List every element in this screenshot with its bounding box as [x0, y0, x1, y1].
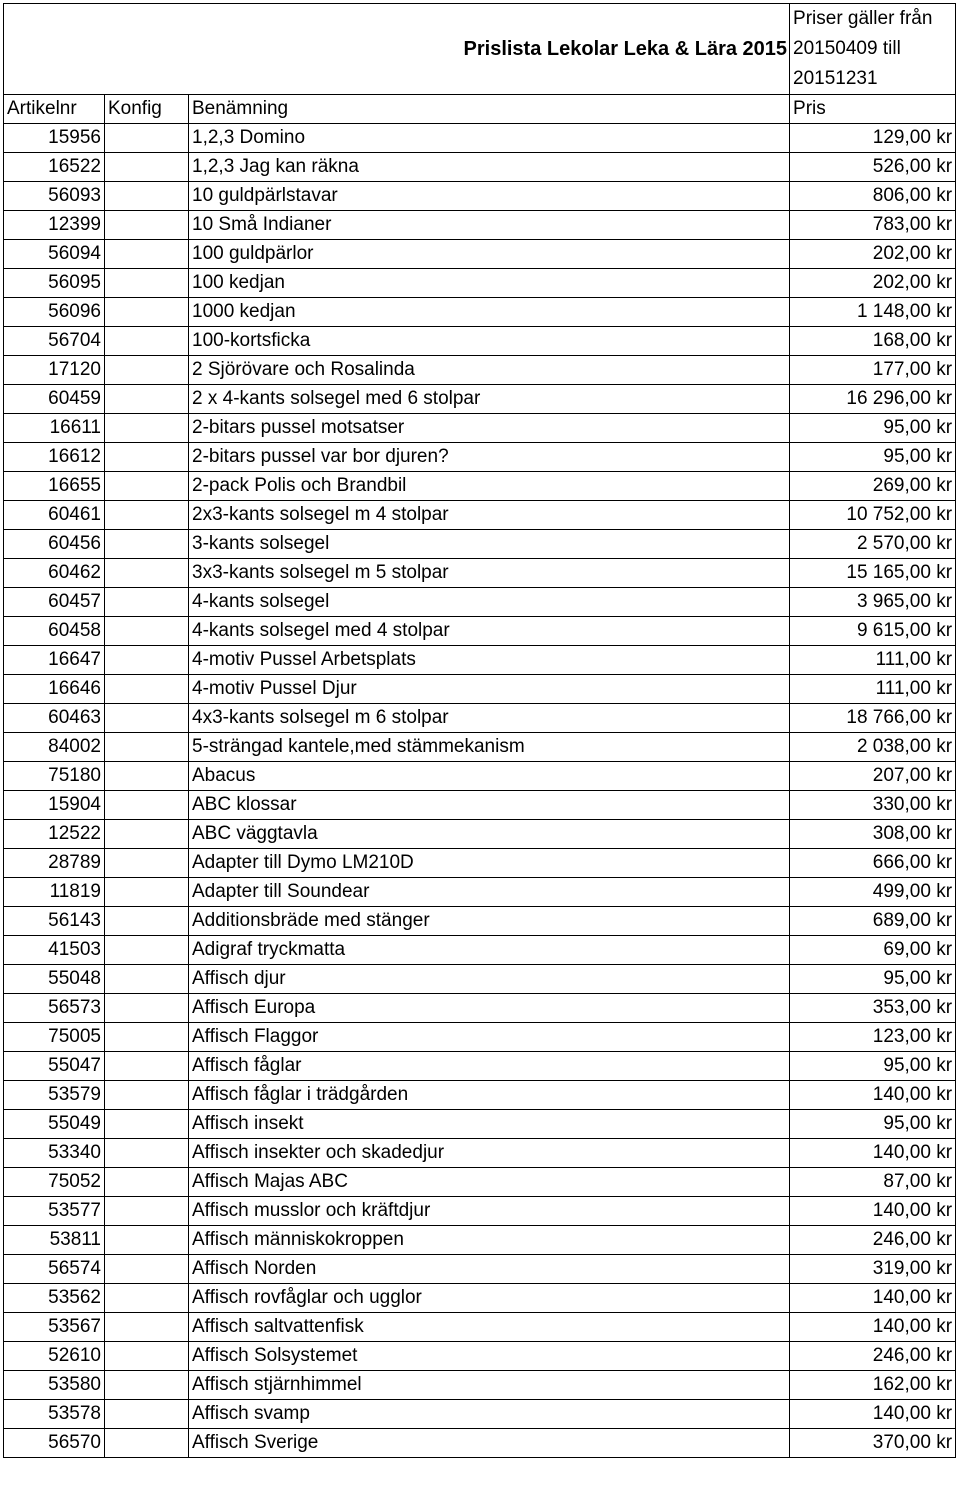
product-name-cell: Affisch saltvattenfisk	[189, 1313, 790, 1342]
product-name-cell: 2-pack Polis och Brandbil	[189, 472, 790, 501]
price-cell: 162,00 kr	[790, 1371, 956, 1400]
article-number-cell: 53340	[4, 1139, 105, 1168]
table-row	[4, 356, 956, 385]
konfig-cell	[105, 646, 189, 675]
document-title: Prislista Lekolar Leka & Lära 2015	[4, 4, 790, 95]
table-row	[4, 1371, 956, 1400]
price-cell: 140,00 kr	[790, 1139, 956, 1168]
price-cell: 2 570,00 kr	[790, 530, 956, 559]
article-number-cell: 60463	[4, 704, 105, 733]
product-name-cell: Affisch Solsystemet	[189, 1342, 790, 1371]
konfig-cell	[105, 1197, 189, 1226]
konfig-cell	[105, 443, 189, 472]
price-cell: 15 165,00 kr	[790, 559, 956, 588]
price-cell: 111,00 kr	[790, 675, 956, 704]
konfig-cell	[105, 820, 189, 849]
validity-line: 20150409 till	[793, 38, 901, 59]
article-number-cell: 15904	[4, 791, 105, 820]
article-number-cell: 60456	[4, 530, 105, 559]
article-number-cell: 60457	[4, 588, 105, 617]
article-number-cell: 16655	[4, 472, 105, 501]
table-row	[4, 1429, 956, 1458]
price-cell: 246,00 kr	[790, 1342, 956, 1371]
product-name-cell: Affisch Europa	[189, 994, 790, 1023]
product-name-cell: Affisch insekter och skadedjur	[189, 1139, 790, 1168]
price-cell: 207,00 kr	[790, 762, 956, 791]
product-name-cell: 100 kedjan	[189, 269, 790, 298]
product-name-cell: ABC väggtavla	[189, 820, 790, 849]
product-name-cell: 4-kants solsegel	[189, 588, 790, 617]
table-row	[4, 501, 956, 530]
konfig-cell	[105, 1168, 189, 1197]
article-number-cell: 53562	[4, 1284, 105, 1313]
product-name-cell: Adigraf tryckmatta	[189, 936, 790, 965]
product-name-cell: 2-bitars pussel var bor djuren?	[189, 443, 790, 472]
price-cell: 140,00 kr	[790, 1313, 956, 1342]
table-row	[4, 733, 956, 762]
konfig-cell	[105, 124, 189, 153]
product-name-cell: 100-kortsficka	[189, 327, 790, 356]
article-number-cell: 28789	[4, 849, 105, 878]
table-row	[4, 298, 956, 327]
article-number-cell: 56093	[4, 182, 105, 211]
price-cell: 140,00 kr	[790, 1197, 956, 1226]
product-name-cell: 4-motiv Pussel Arbetsplats	[189, 646, 790, 675]
konfig-cell	[105, 385, 189, 414]
table-row	[4, 153, 956, 182]
konfig-cell	[105, 849, 189, 878]
article-number-cell: 56096	[4, 298, 105, 327]
konfig-cell	[105, 472, 189, 501]
product-name-cell: Adapter till Dymo LM210D	[189, 849, 790, 878]
konfig-cell	[105, 936, 189, 965]
price-cell: 95,00 kr	[790, 443, 956, 472]
article-number-cell: 41503	[4, 936, 105, 965]
konfig-cell	[105, 298, 189, 327]
konfig-cell	[105, 1400, 189, 1429]
table-row	[4, 414, 956, 443]
article-number-cell: 52610	[4, 1342, 105, 1371]
table-row	[4, 559, 956, 588]
article-number-cell: 55047	[4, 1052, 105, 1081]
product-name-cell: 4-kants solsegel med 4 stolpar	[189, 617, 790, 646]
validity-line: Priser gäller från	[793, 8, 933, 29]
product-name-cell: 1,2,3 Jag kan räkna	[189, 153, 790, 182]
product-name-cell: Abacus	[189, 762, 790, 791]
konfig-cell	[105, 559, 189, 588]
table-row	[4, 443, 956, 472]
price-table	[3, 3, 956, 1458]
article-number-cell: 53577	[4, 1197, 105, 1226]
price-cell: 806,00 kr	[790, 182, 956, 211]
product-name-cell: Affisch Sverige	[189, 1429, 790, 1458]
konfig-cell	[105, 501, 189, 530]
column-header-benamning: Benämning	[189, 95, 790, 124]
table-row	[4, 124, 956, 153]
article-number-cell: 55048	[4, 965, 105, 994]
table-row	[4, 617, 956, 646]
price-cell: 16 296,00 kr	[790, 385, 956, 414]
article-number-cell: 53580	[4, 1371, 105, 1400]
konfig-cell	[105, 1052, 189, 1081]
table-row	[4, 849, 956, 878]
konfig-cell	[105, 1110, 189, 1139]
article-number-cell: 60458	[4, 617, 105, 646]
article-number-cell: 60461	[4, 501, 105, 530]
product-name-cell: Affisch fåglar	[189, 1052, 790, 1081]
konfig-cell	[105, 1139, 189, 1168]
column-header-row	[4, 95, 956, 124]
konfig-cell	[105, 1023, 189, 1052]
article-number-cell: 56570	[4, 1429, 105, 1458]
price-cell: 526,00 kr	[790, 153, 956, 182]
article-number-cell: 75052	[4, 1168, 105, 1197]
konfig-cell	[105, 182, 189, 211]
price-cell: 202,00 kr	[790, 269, 956, 298]
product-name-cell: 2-bitars pussel motsatser	[189, 414, 790, 443]
article-number-cell: 16611	[4, 414, 105, 443]
table-row	[4, 1197, 956, 1226]
price-cell: 499,00 kr	[790, 878, 956, 907]
title-row	[4, 4, 956, 95]
article-number-cell: 56094	[4, 240, 105, 269]
konfig-cell	[105, 1429, 189, 1458]
product-name-cell: 3-kants solsegel	[189, 530, 790, 559]
price-cell: 319,00 kr	[790, 1255, 956, 1284]
konfig-cell	[105, 153, 189, 182]
article-number-cell: 17120	[4, 356, 105, 385]
product-name-cell: Affisch Flaggor	[189, 1023, 790, 1052]
konfig-cell	[105, 1284, 189, 1313]
product-name-cell: 5-strängad kantele,med stämmekanism	[189, 733, 790, 762]
table-row	[4, 269, 956, 298]
product-name-cell: 1000 kedjan	[189, 298, 790, 327]
article-number-cell: 56095	[4, 269, 105, 298]
price-cell: 95,00 kr	[790, 414, 956, 443]
table-row	[4, 936, 956, 965]
price-cell: 140,00 kr	[790, 1400, 956, 1429]
article-number-cell: 56573	[4, 994, 105, 1023]
table-row	[4, 1284, 956, 1313]
konfig-cell	[105, 211, 189, 240]
product-name-cell: Affisch Majas ABC	[189, 1168, 790, 1197]
validity-line: 20151231	[793, 68, 878, 89]
table-row	[4, 646, 956, 675]
validity-period	[790, 4, 956, 95]
price-cell: 666,00 kr	[790, 849, 956, 878]
table-row	[4, 240, 956, 269]
product-name-cell: 3x3-kants solsegel m 5 stolpar	[189, 559, 790, 588]
product-name-cell: 10 guldpärlstavar	[189, 182, 790, 211]
price-cell: 87,00 kr	[790, 1168, 956, 1197]
table-row	[4, 820, 956, 849]
table-row	[4, 530, 956, 559]
article-number-cell: 75005	[4, 1023, 105, 1052]
table-row	[4, 762, 956, 791]
price-cell: 111,00 kr	[790, 646, 956, 675]
price-cell: 370,00 kr	[790, 1429, 956, 1458]
konfig-cell	[105, 675, 189, 704]
product-name-cell: 100 guldpärlor	[189, 240, 790, 269]
table-row	[4, 211, 956, 240]
article-number-cell: 16647	[4, 646, 105, 675]
product-name-cell: Affisch Norden	[189, 1255, 790, 1284]
price-list-sheet	[3, 3, 955, 1458]
table-row	[4, 1081, 956, 1110]
article-number-cell: 16522	[4, 153, 105, 182]
article-number-cell: 53811	[4, 1226, 105, 1255]
table-row	[4, 1052, 956, 1081]
table-row	[4, 1168, 956, 1197]
price-cell: 783,00 kr	[790, 211, 956, 240]
product-name-cell: Affisch rovfåglar och ugglor	[189, 1284, 790, 1313]
price-cell: 140,00 kr	[790, 1081, 956, 1110]
article-number-cell: 56704	[4, 327, 105, 356]
product-name-cell: Adapter till Soundear	[189, 878, 790, 907]
article-number-cell: 53579	[4, 1081, 105, 1110]
article-number-cell: 75180	[4, 762, 105, 791]
price-cell: 95,00 kr	[790, 1110, 956, 1139]
article-number-cell: 53567	[4, 1313, 105, 1342]
price-cell: 10 752,00 kr	[790, 501, 956, 530]
konfig-cell	[105, 1255, 189, 1284]
table-row	[4, 1139, 956, 1168]
price-cell: 69,00 kr	[790, 936, 956, 965]
table-row	[4, 965, 956, 994]
konfig-cell	[105, 878, 189, 907]
table-row	[4, 1400, 956, 1429]
product-name-cell: Additionsbräde med stänger	[189, 907, 790, 936]
price-cell: 1 148,00 kr	[790, 298, 956, 327]
article-number-cell: 60462	[4, 559, 105, 588]
table-row	[4, 1342, 956, 1371]
konfig-cell	[105, 994, 189, 1023]
konfig-cell	[105, 269, 189, 298]
price-cell: 2 038,00 kr	[790, 733, 956, 762]
article-number-cell: 15956	[4, 124, 105, 153]
konfig-cell	[105, 1226, 189, 1255]
product-name-cell: Affisch människokroppen	[189, 1226, 790, 1255]
konfig-cell	[105, 588, 189, 617]
product-name-cell: 4x3-kants solsegel m 6 stolpar	[189, 704, 790, 733]
konfig-cell	[105, 762, 189, 791]
table-row	[4, 327, 956, 356]
konfig-cell	[105, 907, 189, 936]
product-name-cell: 2 Sjörövare och Rosalinda	[189, 356, 790, 385]
konfig-cell	[105, 356, 189, 385]
konfig-cell	[105, 791, 189, 820]
article-number-cell: 16612	[4, 443, 105, 472]
product-name-cell: Affisch djur	[189, 965, 790, 994]
price-cell: 689,00 kr	[790, 907, 956, 936]
price-cell: 123,00 kr	[790, 1023, 956, 1052]
konfig-cell	[105, 530, 189, 559]
price-cell: 129,00 kr	[790, 124, 956, 153]
table-row	[4, 1023, 956, 1052]
table-row	[4, 1255, 956, 1284]
table-row	[4, 472, 956, 501]
article-number-cell: 55049	[4, 1110, 105, 1139]
table-row	[4, 704, 956, 733]
konfig-cell	[105, 240, 189, 269]
table-row	[4, 791, 956, 820]
price-cell: 140,00 kr	[790, 1284, 956, 1313]
product-name-cell: Affisch musslor och kräftdjur	[189, 1197, 790, 1226]
product-name-cell: Affisch insekt	[189, 1110, 790, 1139]
table-row	[4, 182, 956, 211]
article-number-cell: 60459	[4, 385, 105, 414]
price-cell: 330,00 kr	[790, 791, 956, 820]
konfig-cell	[105, 617, 189, 646]
konfig-cell	[105, 414, 189, 443]
price-cell: 308,00 kr	[790, 820, 956, 849]
table-row	[4, 1110, 956, 1139]
product-name-cell: 1,2,3 Domino	[189, 124, 790, 153]
table-row	[4, 588, 956, 617]
price-cell: 177,00 kr	[790, 356, 956, 385]
article-number-cell: 16646	[4, 675, 105, 704]
konfig-cell	[105, 965, 189, 994]
table-row	[4, 675, 956, 704]
konfig-cell	[105, 733, 189, 762]
article-number-cell: 12399	[4, 211, 105, 240]
price-cell: 95,00 kr	[790, 1052, 956, 1081]
product-name-cell: ABC klossar	[189, 791, 790, 820]
article-number-cell: 84002	[4, 733, 105, 762]
price-cell: 269,00 kr	[790, 472, 956, 501]
product-name-cell: 2 x 4-kants solsegel med 6 stolpar	[189, 385, 790, 414]
article-number-cell: 56143	[4, 907, 105, 936]
price-cell: 3 965,00 kr	[790, 588, 956, 617]
column-header-konfig: Konfig	[105, 95, 189, 124]
table-row	[4, 1313, 956, 1342]
price-cell: 9 615,00 kr	[790, 617, 956, 646]
table-row	[4, 994, 956, 1023]
column-header-pris: Pris	[790, 95, 956, 124]
price-cell: 168,00 kr	[790, 327, 956, 356]
article-number-cell: 11819	[4, 878, 105, 907]
price-cell: 246,00 kr	[790, 1226, 956, 1255]
product-name-cell: Affisch fåglar i trädgården	[189, 1081, 790, 1110]
article-number-cell: 56574	[4, 1255, 105, 1284]
table-row	[4, 385, 956, 414]
product-name-cell: Affisch svamp	[189, 1400, 790, 1429]
article-number-cell: 53578	[4, 1400, 105, 1429]
price-cell: 353,00 kr	[790, 994, 956, 1023]
konfig-cell	[105, 1313, 189, 1342]
price-cell: 18 766,00 kr	[790, 704, 956, 733]
table-row	[4, 907, 956, 936]
price-cell: 202,00 kr	[790, 240, 956, 269]
konfig-cell	[105, 704, 189, 733]
table-row	[4, 1226, 956, 1255]
konfig-cell	[105, 1081, 189, 1110]
table-row	[4, 878, 956, 907]
column-header-artikelnr: Artikelnr	[4, 95, 105, 124]
konfig-cell	[105, 1342, 189, 1371]
konfig-cell	[105, 1371, 189, 1400]
article-number-cell: 12522	[4, 820, 105, 849]
product-name-cell: 10 Små Indianer	[189, 211, 790, 240]
product-name-cell: 4-motiv Pussel Djur	[189, 675, 790, 704]
product-name-cell: Affisch stjärnhimmel	[189, 1371, 790, 1400]
price-cell: 95,00 kr	[790, 965, 956, 994]
product-name-cell: 2x3-kants solsegel m 4 stolpar	[189, 501, 790, 530]
konfig-cell	[105, 327, 189, 356]
